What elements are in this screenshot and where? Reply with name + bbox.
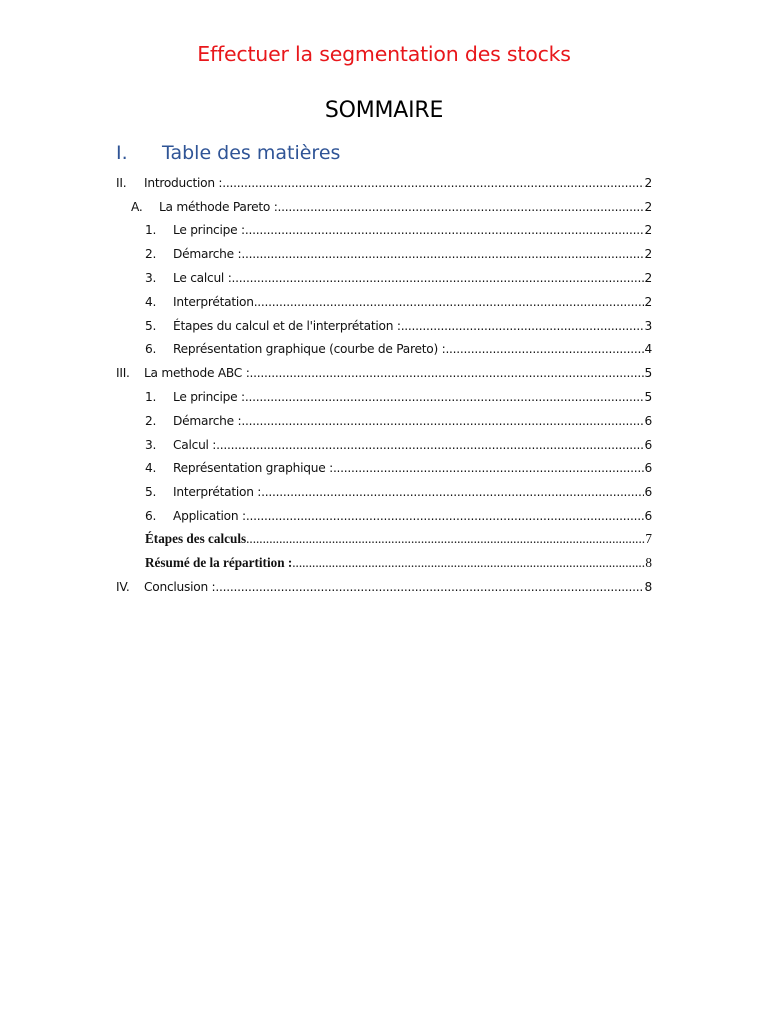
toc-entry-page-number: 2 [644,294,652,309]
toc-dot-leader [261,485,644,499]
toc-heading-text: Table des matières [162,142,341,164]
toc-entry[interactable] [116,452,652,476]
toc-entry-label: Interprétation [173,294,254,309]
toc-entry[interactable] [116,475,652,499]
toc-dot-leader [278,200,645,214]
toc-entry[interactable] [116,261,652,285]
toc-dot-leader [333,461,645,475]
toc-entry-number: 2. [145,247,157,262]
toc-entry-page-number: 8 [644,580,652,595]
toc-entry-number: 3. [145,270,157,285]
toc-dot-leader [232,271,645,285]
toc-dot-leader [216,438,644,452]
toc-entry-number: 2. [145,413,157,428]
toc-entry-page-number: 2 [644,199,652,214]
toc-entry-number: 1. [145,223,157,238]
toc-entry[interactable] [116,309,652,333]
toc-entry-label: Représentation graphique : [173,461,333,476]
toc-entry-number: 5. [145,318,157,333]
toc-dot-leader [445,342,644,356]
toc-entry-number: 6. [145,508,157,523]
toc-entry-page-number: 2 [644,175,652,190]
toc-entry-label: Étapes des calculs [145,530,247,546]
summary-title: SOMMAIRE [324,98,444,123]
toc-entry-page-number: 6 [644,485,652,500]
toc-entry-page-number: 2 [644,270,652,285]
toc-entry-label: Interprétation : [173,485,262,500]
toc-entry-label: Le calcul : [173,270,232,285]
toc-entry-label: Conclusion : [144,580,216,595]
toc-entry[interactable] [116,523,652,547]
toc-entry-number: II. [116,175,127,190]
toc-entry[interactable] [116,380,652,404]
toc-entry[interactable] [116,190,652,214]
toc-entry-page-number: 6 [644,413,652,428]
toc-dot-leader [250,366,645,380]
toc-entry-page-number: 4 [644,342,652,357]
toc-dot-leader [241,414,644,428]
toc-entry-number: 6. [145,342,157,357]
toc-dot-leader [292,555,645,571]
document-title: Effectuer la segmentation des stocks [197,42,571,66]
toc-dot-leader [254,295,645,309]
toc-entry[interactable] [116,499,652,523]
toc-entry[interactable] [116,166,652,190]
toc-entry-label: Calcul : [173,437,217,452]
toc-entry-label: Introduction : [144,175,223,190]
toc-entry[interactable] [116,356,652,380]
toc-dot-leader [245,223,645,237]
toc-entry-number: 4. [145,294,157,309]
toc-dot-leader [222,176,644,190]
toc-entry-number: IV. [116,580,130,595]
toc-entry-page-number: 8 [645,554,652,570]
toc-entry-number: 5. [145,485,157,500]
toc-entry-page-number: 3 [644,318,652,333]
toc-dot-leader [246,531,645,547]
toc-entry-label: Le principe : [173,389,245,404]
toc-entry-page-number: 5 [644,389,652,404]
toc-entry[interactable] [116,237,652,261]
toc-entry-label: Représentation graphique (courbe de Pareto) : [173,342,446,357]
toc-entry-number: 4. [145,461,157,476]
toc-entry-page-number: 6 [644,437,652,452]
toc-entry-number: A. [131,199,143,214]
toc-entry[interactable] [116,285,652,309]
toc-entry[interactable] [116,571,652,595]
toc-dot-leader [215,580,644,594]
toc-entry-label: Étapes du calcul et de l'interprétation : [173,318,401,333]
toc-entry-label: La méthode Pareto : [159,199,278,214]
toc-entry[interactable] [116,214,652,238]
toc-entry[interactable] [116,333,652,357]
table-of-contents [116,166,652,594]
toc-dot-leader [245,390,645,404]
toc-entry-number: 3. [145,437,157,452]
toc-heading-number: I. [116,142,128,164]
toc-dot-leader [241,247,644,261]
toc-entry-label: Démarche : [173,413,242,428]
toc-entry-number: III. [116,366,130,381]
toc-entry[interactable] [116,428,652,452]
toc-entry[interactable] [116,404,652,428]
toc-entry-page-number: 5 [644,366,652,381]
toc-entry-number: 1. [145,389,157,404]
toc-entry-label: Application : [173,508,246,523]
toc-entry-page-number: 2 [644,223,652,238]
toc-dot-leader [246,509,645,523]
toc-entry-page-number: 6 [644,508,652,523]
toc-entry[interactable] [116,547,652,571]
toc-heading [116,142,340,164]
toc-dot-leader [401,319,645,333]
toc-entry-label: Le principe : [173,223,245,238]
toc-entry-label: Démarche : [173,247,242,262]
toc-entry-page-number: 7 [645,530,652,546]
toc-entry-label: La methode ABC : [144,366,250,381]
toc-entry-page-number: 6 [644,461,652,476]
toc-entry-page-number: 2 [644,247,652,262]
toc-entry-label: Résumé de la répartition : [145,554,293,570]
